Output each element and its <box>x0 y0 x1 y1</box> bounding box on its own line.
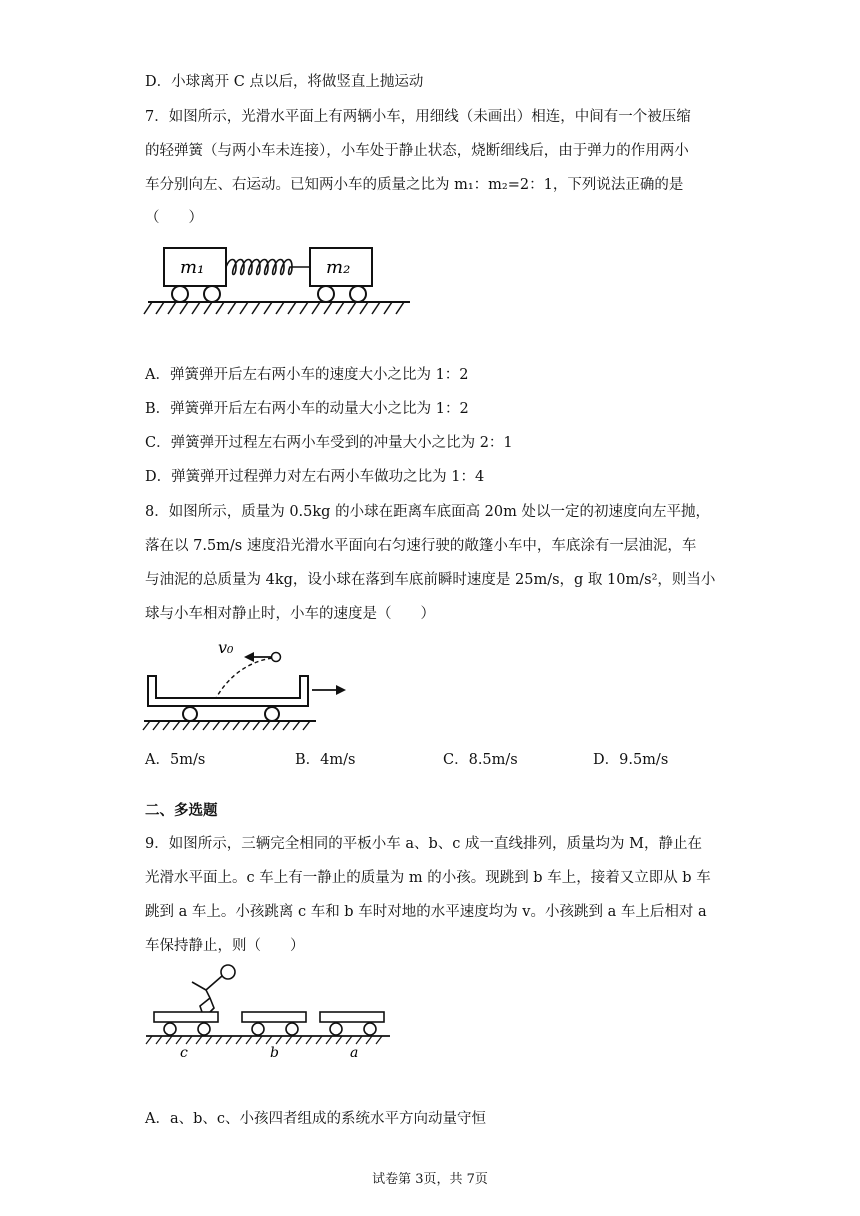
cart-m1-wheel-left <box>172 286 188 302</box>
label-m2: m₂ <box>326 257 351 278</box>
q8-option-a: A．5m/s <box>145 752 206 768</box>
cart-b-wheel-right <box>286 1023 298 1035</box>
label-v0: v₀ <box>218 638 234 657</box>
open-cart-wheel-left <box>183 707 197 721</box>
cart-b-wheel-left <box>252 1023 264 1035</box>
v0-arrowhead <box>244 652 254 662</box>
q8-stem-line-3: 与油泥的总质量为 4kg，设小球在落到车底前瞬时速度是 25m/s，g 取 10m/s²，则当小 <box>145 572 716 588</box>
q7-option-c: C．弹簧弹开过程左右两小车受到的冲量大小之比为 2：1 <box>145 435 513 451</box>
ground-hatching <box>144 302 404 314</box>
label-b: b <box>270 1045 279 1061</box>
q8-stem-line-4: 球与小车相对静止时，小车的速度是（ ） <box>145 606 435 622</box>
q8-option-c: C．8.5m/s <box>443 752 518 768</box>
q8-stem-line-1: 8．如图所示，质量为 0.5kg 的小球在距离车底面高 20m 处以一定的初速度向左平抛， <box>145 504 710 520</box>
q7-stem-line-3: 车分别向左、右运动。已知两小车的质量之比为 m₁：m₂=2：1，下列说法正确的是 <box>145 177 684 193</box>
ball <box>272 653 281 662</box>
open-cart <box>148 676 308 706</box>
cart-m1-wheel-right <box>204 286 220 302</box>
cart-a-wheel-right <box>364 1023 376 1035</box>
cart-m2-wheel-left <box>318 286 334 302</box>
q6-option-d: D．小球离开 C 点以后，将做竖直上抛运动 <box>145 74 424 90</box>
q7-figure <box>140 240 420 320</box>
page-footer: 试卷第 3页，共 7页 <box>372 1172 488 1187</box>
q7-stem-line-1: 7．如图所示，光滑水平面上有两辆小车，用细线（未画出）相连，中间有一个被压缩 <box>145 109 691 125</box>
q8-options <box>145 748 745 768</box>
q8-stem-line-2: 落在以 7.5m/s 速度沿光滑水平面向右匀速行驶的敞篷小车中，车底涂有一层油泥，车 <box>145 538 697 554</box>
trajectory <box>216 658 272 698</box>
q9-stem-line-2: 光滑水平面上。c 车上有一静止的质量为 m 的小孩。现跳到 b 车上，接着又立即从 b 车 <box>145 870 711 886</box>
open-cart-wheel-right <box>265 707 279 721</box>
child-body <box>192 976 222 1012</box>
q7-stem-line-4: （ ） <box>145 210 203 226</box>
child-head <box>221 965 235 979</box>
ground-hatching <box>146 1036 382 1044</box>
q9-stem-line-1: 9．如图所示，三辆完全相同的平板小车 a、b、c 成一直线排列，质量均为 M，静止在 <box>145 836 702 852</box>
cart-m2-wheel-right <box>350 286 366 302</box>
q7-option-b: B．弹簧弹开后左右两小车的动量大小之比为 1：2 <box>145 401 469 417</box>
q9-option-a: A．a、b、c、小孩四者组成的系统水平方向动量守恒 <box>145 1111 487 1127</box>
label-a: a <box>350 1045 359 1061</box>
q9-figure <box>140 960 400 1060</box>
q7-option-d: D．弹簧弹开过程弹力对左右两小车做功之比为 1：4 <box>145 469 485 485</box>
cart-c <box>154 1012 218 1022</box>
q9-stem-line-4: 车保持静止，则（ ） <box>145 938 305 954</box>
ground-hatching <box>143 721 310 730</box>
q8-option-d: D．9.5m/s <box>593 752 669 768</box>
cart-velocity-arrowhead <box>336 685 346 695</box>
cart-c-wheel-right <box>198 1023 210 1035</box>
cart-c-wheel-left <box>164 1023 176 1035</box>
q8-figure <box>140 636 360 731</box>
q8-option-b: B．4m/s <box>295 752 356 768</box>
label-m1: m₁ <box>180 257 205 278</box>
q7-stem-line-2: 的轻弹簧（与两小车未连接），小车处于静止状态，烧断细线后，由于弹力的作用两小 <box>145 143 689 159</box>
q7-option-a: A．弹簧弹开后左右两小车的速度大小之比为 1：2 <box>145 367 469 383</box>
spring <box>226 260 310 275</box>
cart-a-wheel-left <box>330 1023 342 1035</box>
q9-stem-line-3: 跳到 a 车上。小孩跳离 c 车和 b 车时对地的水平速度均为 v。小孩跳到 a 车上后相对 a <box>145 904 707 920</box>
label-c: c <box>180 1045 188 1061</box>
cart-b <box>242 1012 306 1022</box>
cart-a <box>320 1012 384 1022</box>
section-title: 二、多选题 <box>145 802 218 819</box>
